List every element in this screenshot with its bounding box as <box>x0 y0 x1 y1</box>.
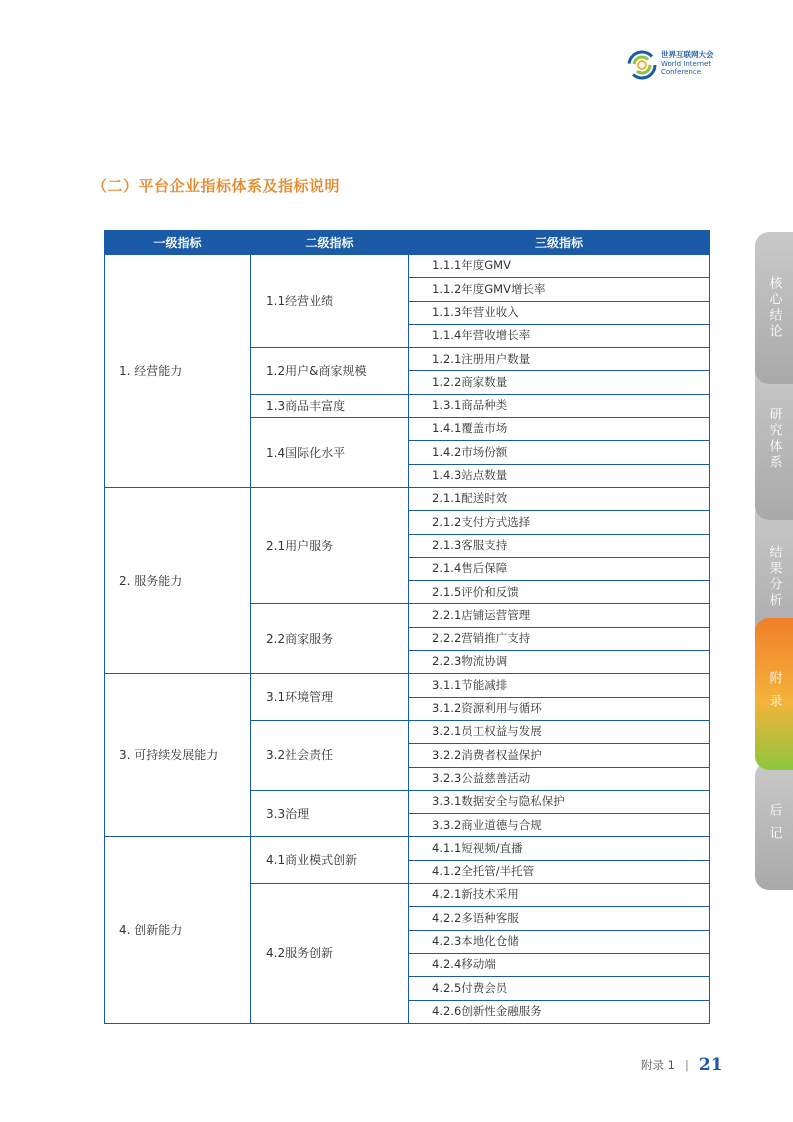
level3-cell: 2.1.3客服支持 <box>409 534 710 557</box>
level3-cell: 3.1.2资源利用与循环 <box>409 697 710 720</box>
level1-cell: 4. 创新能力 <box>105 837 251 1023</box>
level3-cell: 1.1.3年营业收入 <box>409 301 710 324</box>
level3-cell: 2.1.2支付方式选择 <box>409 511 710 534</box>
level3-cell: 1.4.1覆盖市场 <box>409 418 710 441</box>
indicator-table <box>104 230 710 1024</box>
header-level1: 一级指标 <box>105 231 251 255</box>
level3-cell: 3.3.1数据安全与隐私保护 <box>409 790 710 813</box>
level3-cell: 4.1.1短视频/直播 <box>409 837 710 860</box>
level3-cell: 4.1.2全托管/半托管 <box>409 860 710 883</box>
page-footer <box>641 1055 723 1075</box>
level3-cell: 3.1.1节能减排 <box>409 674 710 697</box>
level3-cell: 3.2.3公益慈善活动 <box>409 767 710 790</box>
level2-cell: 1.1经营业绩 <box>251 255 409 348</box>
level3-cell: 1.3.1商品种类 <box>409 394 710 417</box>
table-row <box>105 674 710 697</box>
level1-cell: 2. 服务能力 <box>105 487 251 673</box>
level3-cell: 1.1.4年营收增长率 <box>409 324 710 347</box>
wic-logo <box>625 48 735 88</box>
table-header-row <box>105 231 710 255</box>
table-row <box>105 837 710 860</box>
side-navigation <box>755 232 793 892</box>
level3-cell: 2.2.2营销推广支持 <box>409 627 710 650</box>
level3-cell: 4.2.3本地化仓储 <box>409 930 710 953</box>
side-tab-label: 后记 <box>766 803 782 849</box>
level3-cell: 1.1.2年度GMV增长率 <box>409 278 710 301</box>
side-tab-label: 核心结论 <box>766 276 782 340</box>
footer-separator: | <box>684 1058 689 1072</box>
side-tab-label: 附录 <box>766 671 782 717</box>
globe-logo-icon <box>625 48 659 82</box>
logo-text <box>661 51 714 77</box>
level3-cell: 4.2.2多语种客服 <box>409 907 710 930</box>
level1-cell: 3. 可持续发展能力 <box>105 674 251 837</box>
side-tab-label: 结果分析 <box>766 545 782 609</box>
level2-cell: 2.2商家服务 <box>251 604 409 674</box>
table-body <box>105 255 710 1024</box>
level3-cell: 1.2.2商家数量 <box>409 371 710 394</box>
level2-cell: 3.2社会责任 <box>251 720 409 790</box>
level3-cell: 4.2.5付费会员 <box>409 977 710 1000</box>
header-level2: 二级指标 <box>251 231 409 255</box>
level2-cell: 4.1商业模式创新 <box>251 837 409 884</box>
side-tab-5[interactable] <box>755 762 793 890</box>
level2-cell: 1.3商品丰富度 <box>251 394 409 417</box>
level3-cell: 4.2.6创新性金融服务 <box>409 1000 710 1023</box>
level3-cell: 2.1.1配送时效 <box>409 487 710 510</box>
level2-cell: 4.2服务创新 <box>251 884 409 1024</box>
section-title: （二）平台企业指标体系及指标说明 <box>92 177 341 195</box>
level3-cell: 3.2.2消费者权益保护 <box>409 744 710 767</box>
level3-cell: 3.3.2商业道德与合规 <box>409 814 710 837</box>
level2-cell: 1.2用户&商家规模 <box>251 348 409 395</box>
level3-cell: 4.2.1新技术采用 <box>409 884 710 907</box>
level2-cell: 3.1环境管理 <box>251 674 409 721</box>
level3-cell: 2.2.1店铺运营管理 <box>409 604 710 627</box>
level3-cell: 1.1.1年度GMV <box>409 255 710 278</box>
side-tab-1[interactable] <box>755 232 793 384</box>
level3-cell: 4.2.4移动端 <box>409 953 710 976</box>
level2-cell: 2.1用户服务 <box>251 487 409 603</box>
table-row <box>105 255 710 278</box>
level3-cell: 1.4.3站点数量 <box>409 464 710 487</box>
level3-cell: 2.1.5评价和反馈 <box>409 581 710 604</box>
side-tab-4[interactable] <box>755 618 793 770</box>
table-row <box>105 487 710 510</box>
level2-cell: 3.3治理 <box>251 790 409 837</box>
side-tab-label: 研究体系 <box>766 407 782 471</box>
page-number: 21 <box>698 1055 723 1075</box>
level3-cell: 1.2.1注册用户数量 <box>409 348 710 371</box>
header-level3: 三级指标 <box>409 231 710 255</box>
footer-label: 附录 1 <box>641 1058 675 1072</box>
level3-cell: 2.1.4售后保障 <box>409 557 710 580</box>
level2-cell: 1.4国际化水平 <box>251 418 409 488</box>
level3-cell: 2.2.3物流协调 <box>409 651 710 674</box>
logo-en-line2: Conference <box>661 68 702 76</box>
level1-cell: 1. 经营能力 <box>105 255 251 488</box>
level3-cell: 3.2.1员工权益与发展 <box>409 720 710 743</box>
level3-cell: 1.4.2市场份额 <box>409 441 710 464</box>
logo-en-line1: World Internet <box>661 59 712 68</box>
logo-cn: 世界互联网大会 <box>661 50 714 59</box>
